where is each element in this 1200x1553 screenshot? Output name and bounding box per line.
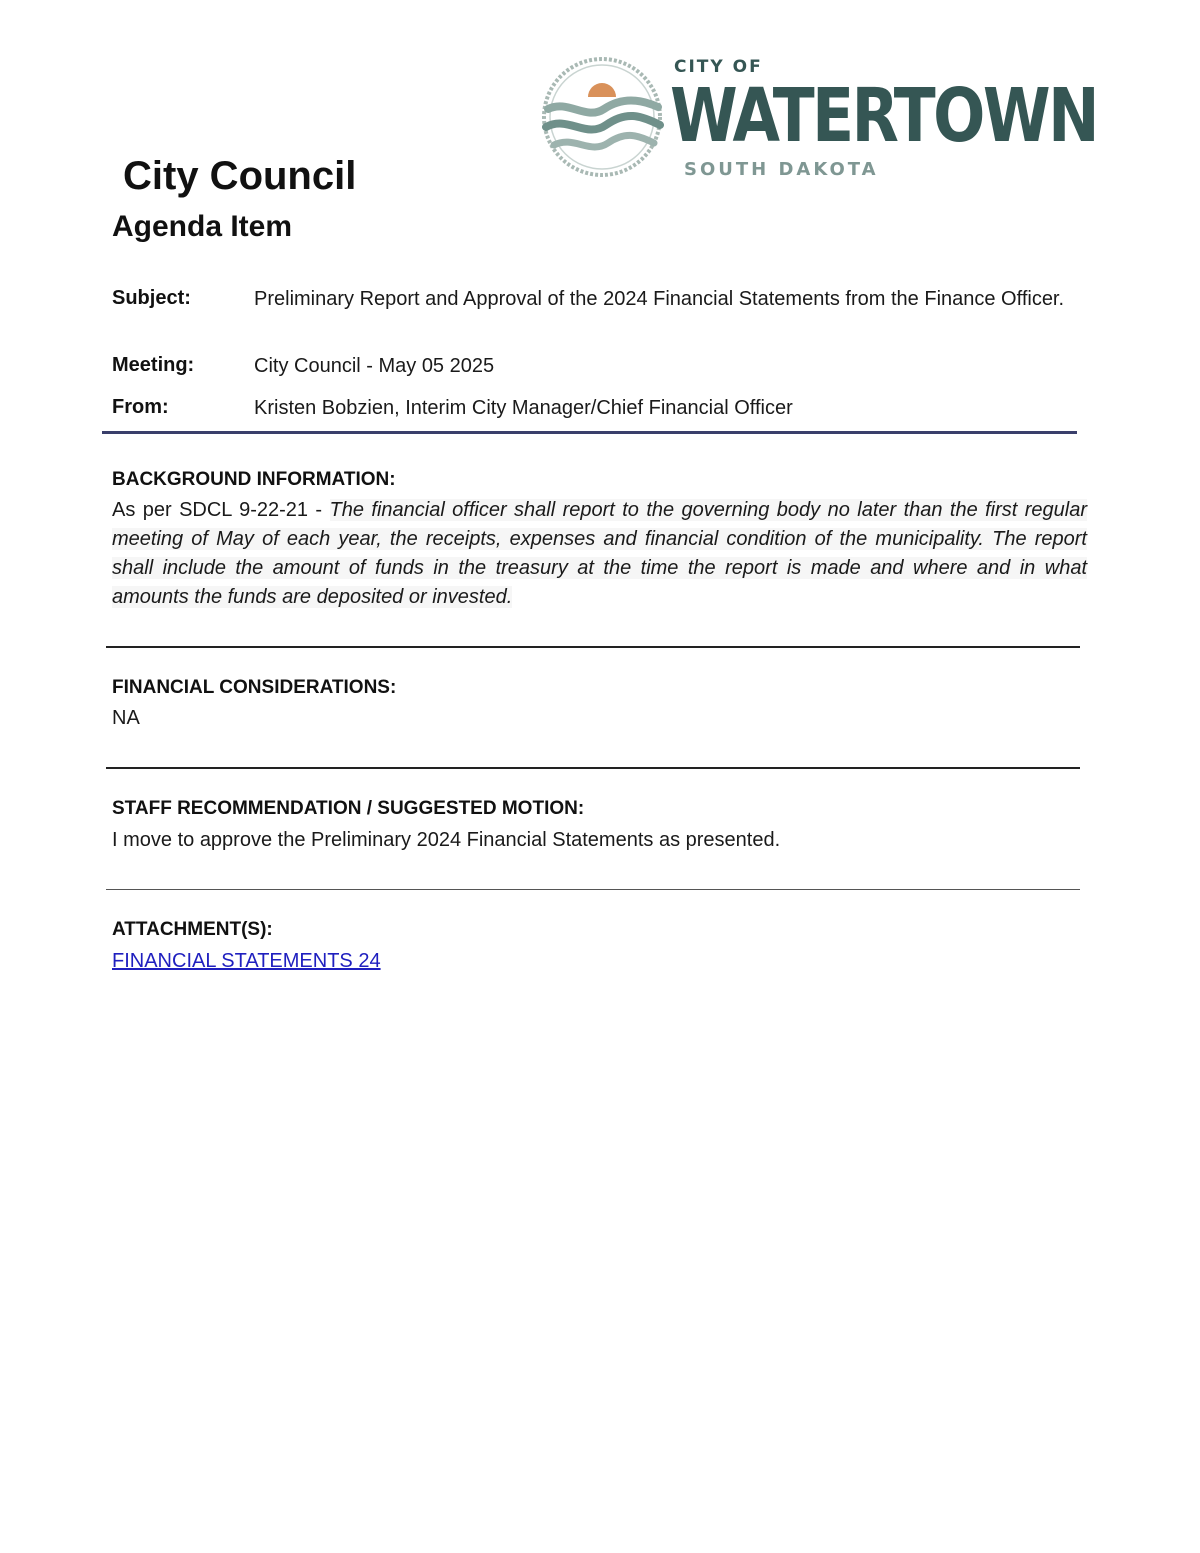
- subject-value: Preliminary Report and Approval of the 2024 Financial Statements from the Finance Officer.: [254, 288, 1065, 310]
- attachment-link-financial-statements[interactable]: FINANCIAL STATEMENTS 24: [112, 950, 381, 972]
- financial-heading: FINANCIAL CONSIDERATIONS:: [112, 677, 397, 698]
- meeting-label: Meeting:: [112, 354, 195, 376]
- logo-city-name: WATERTOWN: [670, 73, 1097, 159]
- page-title: City Council: [123, 154, 357, 198]
- recommendation-text: I move to approve the Preliminary 2024 Financial Statements as presented.: [112, 829, 781, 851]
- section-divider: [106, 889, 1080, 890]
- background-intro: As per SDCL 9-22-21 -: [112, 499, 330, 521]
- background-text: [112, 496, 1087, 612]
- logo-city-of: CITY OF: [674, 57, 763, 77]
- logo-state: SOUTH DAKOTA: [684, 159, 879, 180]
- page-subtitle: Agenda Item: [112, 210, 293, 243]
- meeting-value: City Council - May 05 2025: [254, 355, 495, 377]
- background-heading: BACKGROUND INFORMATION:: [112, 469, 396, 490]
- section-divider: [106, 646, 1080, 648]
- attachments-heading: ATTACHMENT(S):: [112, 919, 273, 940]
- financial-text: NA: [112, 707, 140, 729]
- watertown-emblem-icon: [540, 55, 665, 180]
- recommendation-heading: STAFF RECOMMENDATION / SUGGESTED MOTION:: [112, 798, 585, 819]
- from-value: Kristen Bobzien, Interim City Manager/Chief Financial Officer: [254, 397, 793, 419]
- section-divider: [106, 767, 1080, 769]
- attachments-list: [112, 947, 1087, 976]
- city-logo: [540, 55, 1097, 185]
- from-label: From:: [112, 396, 169, 418]
- subject-label: Subject:: [112, 287, 191, 309]
- background-quote: The financial officer shall report to the governing body no later than the first regular meeting of May of each year, the receipts, expenses and financial condition of the municipality. The report shall include the amount of funds in the treasury at the time the report is made and where and in what amounts the funds are deposited or invested.: [112, 499, 1088, 608]
- header-divider: [102, 431, 1077, 434]
